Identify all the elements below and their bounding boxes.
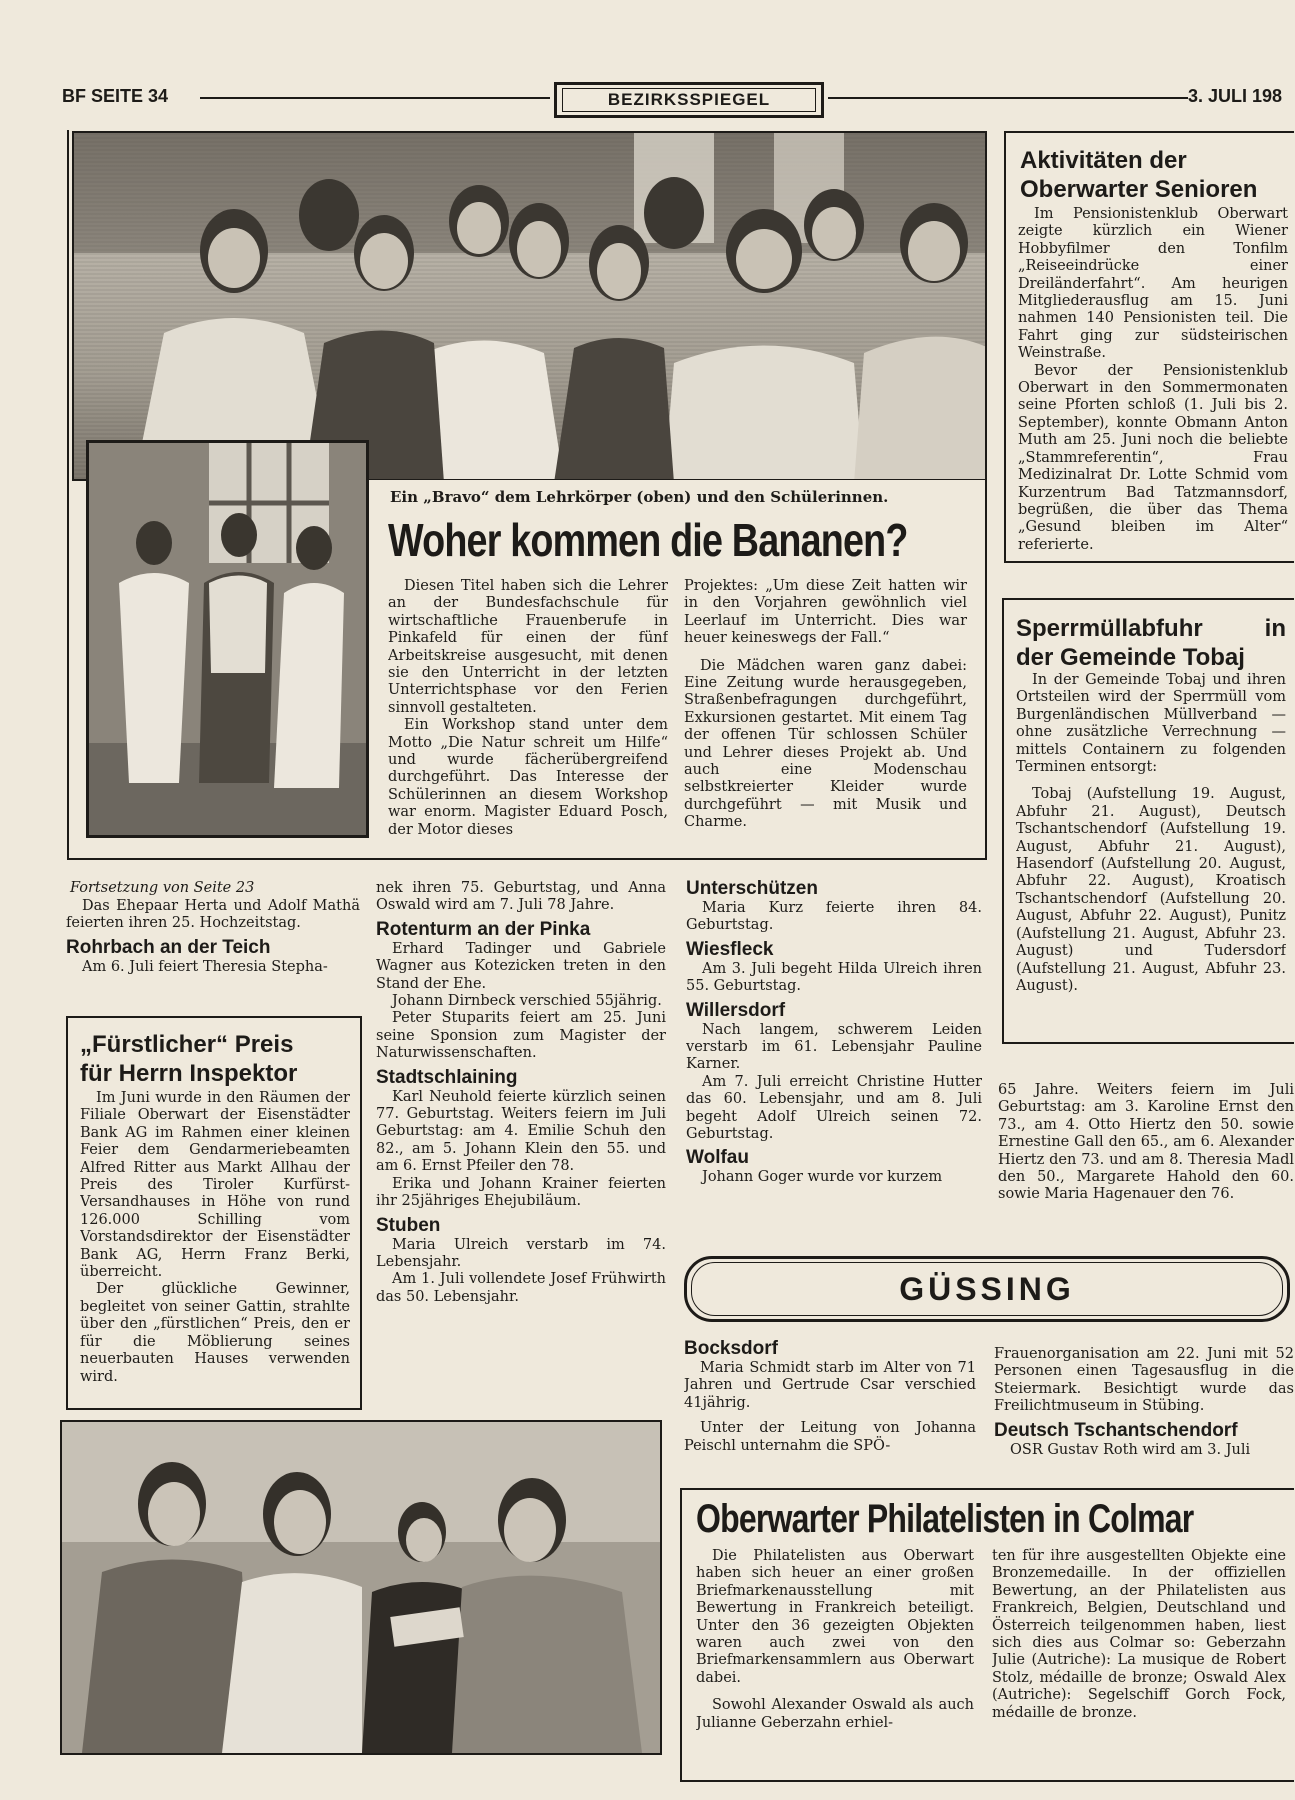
senioren-p2: Bevor der Pensionistenklub Oberwart in den Sommermonaten seine Pforten schloß (1. Juli bis 2. September), konnte Obmann Anton Muth am 25. Juni noch die beliebte „Stammreferentin“, Frau Medizinalrat Dr. Lotte Schmid vom Kurzentrum Bad Tatzmannsdorf, begrüßen, die über das Thema „Gesund bleiben im Alter“ referierte. bbox=[1018, 362, 1288, 553]
chronik-col4-text: 65 Jahre. Weiters feiern im Juli Geburtstag: am 3. Karoline Ernst den 73., am 4. Otto Hiertz den 50. sowie Ernestine Gall den 65., am 6. Alexander Hiertz den 73. und am 8. Theresia Madl den 50., Margarete Hahold den 60. sowie Maria Hagenauer den 76. bbox=[998, 1082, 1294, 1203]
inspektor-title-line1: „Fürstlicher“ Preis bbox=[80, 1031, 294, 1058]
rohrbach-heading: Rohrbach an der Teich bbox=[66, 936, 271, 958]
sperrmuell-p2: Tobaj (Aufstellung 19. August, Abfuhr 21. August), Deutsch Tschantschendorf (Aufstellung 19. August, Abfuhr 21. August), Hasendorf (Aufstellung 20. August, Abfuhr 22. August), Kroatisch Tschantschendorf (Aufstellung 20. August, Abfuhr 22. August), Punitz (Aufstellung 21. August, Abfuhr 23. August) und Tudersdorf (Aufstellung 21. August, Abfuhr 23. August). bbox=[1016, 786, 1286, 994]
bananen-col2-p2: Die Mädchen waren ganz dabei: Eine Zeitung wurde herausgegeben, Straßenbefragungen durchgeführt, Exkursionen gestartet. Mit einem Tag der offenen Tür schlossen Schüler und Lehrer dieses Projekt ab. Und auch eine Modenschau selbstkreierter Kleider wurde durchgeführt — mit Musik und Charme. bbox=[684, 657, 967, 831]
stadtschlaining-heading: Stadtschlaining bbox=[376, 1066, 518, 1088]
willersdorf-p1: Nach langem, schwerem Leiden verstarb im 61. Lebensjahr Pauline Karner. bbox=[686, 1021, 982, 1073]
stadtschlaining-p1: Karl Neuhold feierte kürzlich seinen 77. Geburtstag. Weiters feiern im Juli Geburtstag: am 4. Emilie Schuh den 82., am 5. Johann Klein den 55. und am 6. Ernst Pfeiler den 78. bbox=[376, 1088, 666, 1175]
inspektor-title bbox=[80, 1030, 297, 1088]
bananen-col2-p1: Projektes: „Um diese Zeit hatten wir in den Vorjahren gewöhnlich viel Leerlauf im Unterricht. Dies war heuer keineswegs der Fall.“ bbox=[684, 578, 967, 647]
page-label: BF SEITE 34 bbox=[62, 86, 169, 106]
senioren-title bbox=[1020, 146, 1257, 204]
sperrmuell-title-line1: Sperrmüllabfuhr in bbox=[1016, 615, 1286, 642]
sperrmuell-p1: In der Gemeinde Tobaj und ihren Ortsteilen wird der Sperrmüll vom Burgenländischen Müllverband — ohne zusätzliche Verrechnung — mittels Containern zu folgenden Terminen entsorgt: bbox=[1016, 672, 1286, 776]
chronik-col2 bbox=[376, 880, 666, 1414]
stadtschlaining-p2: Erika und Johann Krainer feierten ihr 25jähriges Ehejubiläum. bbox=[376, 1175, 666, 1210]
rotenturm-heading: Rotenturm an der Pinka bbox=[376, 918, 591, 940]
philatelisten-col2 bbox=[992, 1548, 1286, 1776]
bank-photo-art bbox=[62, 1422, 660, 1753]
students-photo-art bbox=[89, 443, 366, 835]
teachers-photo bbox=[72, 131, 987, 481]
header-rule-right bbox=[828, 97, 1188, 99]
bananen-col1 bbox=[388, 578, 668, 850]
philatelisten-col1-p1: Die Philatelisten aus Oberwart haben sich heuer an einer großen Briefmarkenausstellung mit Bewertung in Frankreich beteiligt. Unter den 36 gezeigten Objekten waren auch zwei von den Briefmarkensammlern aus Oberwart dabei. bbox=[696, 1548, 974, 1686]
unterschuetzen-p1: Maria Kurz feierte ihren 84. Geburtstag. bbox=[686, 900, 982, 934]
bank-photo bbox=[60, 1420, 662, 1755]
philatelisten-col1 bbox=[696, 1548, 974, 1776]
wolfau-heading: Wolfau bbox=[686, 1147, 749, 1169]
guessing-banner-text: GÜSSING bbox=[899, 1270, 1075, 1307]
chronik-col4 bbox=[998, 1082, 1294, 1232]
guessing-banner bbox=[684, 1256, 1290, 1322]
page-date: 3. JULI 198 bbox=[1188, 86, 1283, 106]
section-title: BEZIRKSSPIEGEL bbox=[607, 90, 771, 109]
inspektor-p2: Der glückliche Gewinner, begleitet von seiner Gattin, strahlte über den „fürstlichen“ Preis, den er für die Möblierung seines neuerbauten Hauses verwenden wird. bbox=[80, 1281, 350, 1385]
rotenturm-p3: Peter Stuparits feiert am 25. Juni seine Sponsion zum Magister der Naturwissenschaften. bbox=[376, 1010, 666, 1062]
senioren-p1: Im Pensionistenklub Oberwart zeigte kürzlich ein Wiener Hobbyfilmer den Tonfilm „Reiseeindrücke einer Dreiländerfahrt“. Am heurigen Mitgliederausflug am 15. Juni nahmen 140 Pensionisten teil. Die Fahrt ging zur südsteirischen Weinstraße. bbox=[1018, 206, 1288, 362]
unterschuetzen-heading: Unterschützen bbox=[686, 878, 818, 899]
inspektor-title-line2: für Herrn Inspektor bbox=[80, 1060, 298, 1087]
bananen-col1-p2: Ein Workshop stand unter dem Motto „Die Natur schreit um Hilfe“ und wurde fächerübergreifend durchgeführt. Das Interesse der Schülerinnen an diesem Workshop war enorm. Magister Eduard Posch, der Motor dieses bbox=[388, 717, 668, 838]
bananen-headline: Woher kommen die Bananen? bbox=[388, 514, 908, 566]
philatelisten-col1-p2: Sowohl Alexander Oswald als auch Julianne Geberzahn erhiel- bbox=[696, 1697, 974, 1731]
stuben-heading: Stuben bbox=[376, 1214, 441, 1236]
stuben-p2: Am 1. Juli vollendete Josef Frühwirth das 50. Lebensjahr. bbox=[376, 1271, 666, 1305]
stuben-p1: Maria Ulreich verstarb im 74. Lebensjahr. bbox=[376, 1236, 666, 1270]
bocksdorf-heading: Bocksdorf bbox=[684, 1338, 778, 1359]
rohrbach-text: Am 6. Juli feiert Theresia Stepha- bbox=[82, 958, 328, 975]
guessing-col2-text: Frauenorganisation am 22. Juni mit 52 Personen einen Tagesausflug in die Steiermark. Besichtigt wurde das Freilichtmuseum in Stübing. bbox=[994, 1346, 1294, 1415]
deutsch-tschantschendorf-heading: Deutsch Tschantschendorf bbox=[994, 1419, 1238, 1441]
bocksdorf-p1: Maria Schmidt starb im Alter von 71 Jahren und Gertrude Csar verschied 41jährig. bbox=[684, 1360, 976, 1411]
inspektor-p1: Im Juni wurde in den Räumen der Filiale Oberwart der Eisenstädter Bank AG im Rahmen einer kleinen Feier dem Gendarmeriebeamten Alfred Ritter aus Markt Allhau der Preis des Tiroler Kurfürst-Versandhauses in Höhe von rund 126.000 Schilling vom Vorstandsdirektor der Eisenstädter Bank AG, Herrn Franz Berki, überreicht. bbox=[80, 1090, 350, 1281]
bananen-bottom-rule bbox=[67, 858, 987, 860]
bocksdorf-p2: Unter der Leitung von Johanna Peischl unternahm die SPÖ- bbox=[684, 1420, 976, 1454]
senioren-title-line2: Oberwarter Senioren bbox=[1020, 176, 1258, 203]
sperrmuell-body bbox=[1016, 672, 1286, 1038]
deutsch-tschantschendorf-p1: OSR Gustav Roth wird am 3. Juli bbox=[1010, 1441, 1251, 1458]
bananen-left-rule bbox=[67, 130, 69, 860]
bananen-photo-caption: Ein „Bravo“ dem Lehrkörper (oben) und den Schülerinnen. bbox=[390, 488, 889, 506]
wolfau-p1: Johann Goger wurde vor kurzem bbox=[702, 1169, 943, 1186]
wiesfleck-p1: Am 3. Juli begeht Hilda Ulreich ihren 55. Geburtstag. bbox=[686, 960, 982, 995]
rotenturm-p1: Erhard Tadinger und Gabriele Wagner aus Kotezicken treten in den Stand der Ehe. bbox=[376, 940, 666, 992]
philatelisten-col2-p1: ten für ihre ausgestellten Objekte eine Bronzemedaille. In der offiziellen Bewertung, an der Philatelisten aus Frankreich, Belgien, Deutschland und Österreich teilgenommen haben, liest sich dies aus Colmar so: Geberzahn Julie (Autriche): La musique de Robert Stolz, médaille de bronze; Oswald Alex (Autriche): Segelschiff Gorch Fock, médaille de bronze. bbox=[992, 1548, 1286, 1721]
stephanek-text: nek ihren 75. Geburtstag, und Anna Oswald wird am 7. Juli 78 Jahre. bbox=[376, 880, 666, 914]
chronik-col1-top bbox=[66, 898, 360, 1012]
guessing-col1 bbox=[684, 1338, 976, 1478]
guessing-col2 bbox=[994, 1346, 1294, 1474]
philatelisten-headline: Oberwarter Philatelisten in Colmar bbox=[696, 1497, 1194, 1541]
inspektor-body bbox=[80, 1090, 350, 1404]
teachers-photo-art bbox=[74, 133, 987, 481]
header-rule-left bbox=[200, 97, 550, 99]
willersdorf-heading: Willersdorf bbox=[686, 999, 786, 1021]
chronik-col3 bbox=[686, 878, 982, 1230]
willersdorf-p2: Am 7. Juli erreicht Christine Hutter das 60. Lebensjahr, und am 8. Juli begeht Adolf Ulreich seinen 72. Geburtstag. bbox=[686, 1073, 982, 1143]
mathae-text: Das Ehepaar Herta und Adolf Mathä feierten ihren 25. Hochzeitstag. bbox=[66, 898, 360, 932]
wiesfleck-heading: Wiesfleck bbox=[686, 938, 774, 960]
bananen-col1-p1: Diesen Titel haben sich die Lehrer an der Bundesfachschule für wirtschaftliche Frauenberufe in Pinkafeld für einen der fünf Arbeitskreise ausgesucht, mit denen sie den Unterricht in der letzten Unterrichtsphase vor den Ferien sinnvoll gestalteten. bbox=[388, 578, 668, 716]
section-banner bbox=[554, 82, 824, 118]
senioren-title-line1: Aktivitäten der bbox=[1020, 147, 1187, 174]
sperrmuell-title-line2: der Gemeinde Tobaj bbox=[1016, 644, 1245, 671]
sperrmuell-title bbox=[1016, 614, 1286, 672]
bananen-col2 bbox=[684, 578, 967, 850]
students-photo bbox=[86, 440, 369, 838]
continuation-note: Fortsetzung von Seite 23 bbox=[70, 880, 255, 896]
senioren-body bbox=[1018, 206, 1288, 556]
rotenturm-p2: Johann Dirnbeck verschied 55jährig. bbox=[392, 993, 662, 1010]
